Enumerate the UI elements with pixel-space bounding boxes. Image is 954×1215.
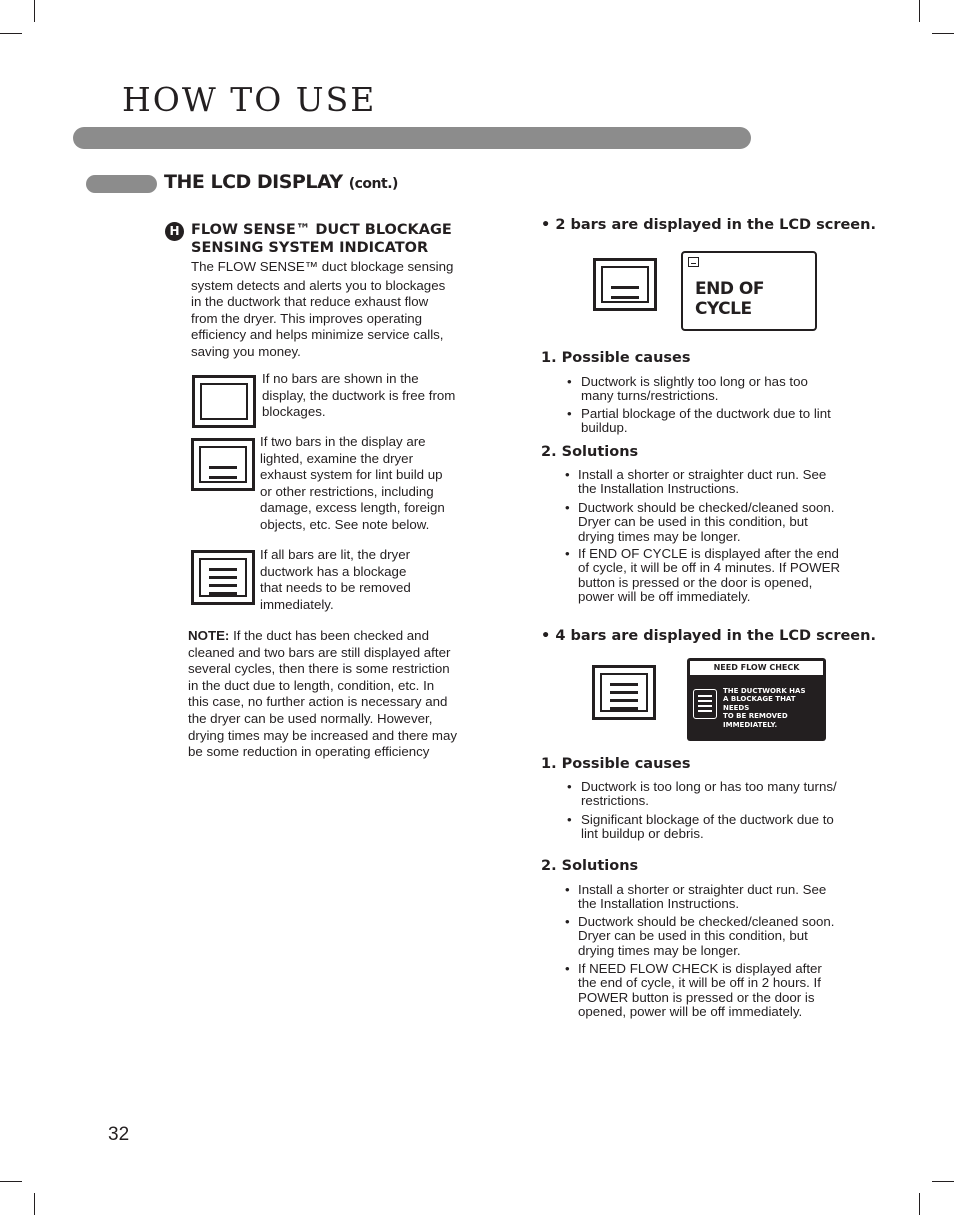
intro-line: from the dryer. This improves operating	[191, 310, 423, 326]
desc-line: or other restrictions, including	[260, 483, 434, 499]
list-item-text: Partial blockage of the ductwork due to lint buildup.	[581, 406, 831, 436]
bullet-dot: •	[565, 546, 570, 561]
lcd-icon-frame	[200, 383, 248, 420]
crop-mark	[0, 33, 22, 34]
lcd-bar	[610, 707, 638, 710]
lcd-bar	[209, 466, 237, 469]
intro-line: in the ductwork that reduce exhaust flow	[191, 294, 429, 310]
lcd-bar	[209, 592, 237, 595]
desc-line: lighted, examine the dryer	[260, 450, 413, 466]
bullet-dot: •	[565, 467, 570, 482]
crop-mark	[34, 0, 35, 22]
list-item	[565, 883, 870, 912]
lcd-bar	[611, 286, 639, 289]
list-item-text: Significant blockage of the ductwork due to lint buildup or debris.	[581, 812, 834, 842]
lcd-icon-frame	[199, 446, 247, 483]
desc-line: display, the ductwork is free from	[262, 387, 456, 403]
crop-mark	[0, 1181, 22, 1182]
lcd-bar	[209, 568, 237, 571]
lcd-bar	[610, 699, 638, 702]
list-item	[565, 468, 870, 497]
lcd-icon-four-bars	[191, 550, 255, 605]
indicator-heading-line: SENSING SYSTEM INDICATOR	[191, 240, 429, 256]
causes-title: 1. Possible causes	[541, 756, 691, 772]
crop-mark	[919, 0, 920, 22]
desc-line: If two bars in the display are	[260, 434, 426, 449]
note-line	[188, 628, 488, 645]
desc-line: exhaust system for lint build up	[260, 467, 443, 483]
desc-line: If all bars are lit, the dryer	[260, 547, 411, 562]
list-item	[565, 501, 870, 544]
causes-title: 1. Possible causes	[541, 350, 691, 366]
list-item-text: Ductwork should be checked/cleaned soon. Dryer can be used in this condition, but drying times may be longer.	[578, 914, 835, 958]
desc-line: blockages.	[262, 404, 326, 420]
desc-line: immediately.	[260, 596, 334, 612]
list-item-text: If END OF CYCLE is displayed after the end of cycle, it will be off in 4 minutes. If POWER button is pressed or the door is opened, power will be off immediately.	[578, 546, 841, 605]
need-flow-check-header: NEED FLOW CHECK	[690, 661, 823, 675]
section-pill	[86, 175, 157, 193]
list-item-text: Ductwork is too long or has too many turns/ restrictions.	[581, 779, 837, 809]
lcd-icon-four-bars-large	[592, 665, 656, 720]
bullet-dot: •	[565, 914, 570, 929]
display-msg-line: A BLOCKAGE THAT NEEDS	[723, 695, 796, 712]
crop-mark	[932, 1181, 954, 1182]
list-item-text: If NEED FLOW CHECK is displayed after the end of cycle, it will be off in 2 hours. If POWER button is pressed or the door is opened, power will be off immediately.	[578, 961, 822, 1020]
display-msg-line: THE DUCTWORK HAS	[723, 687, 806, 695]
lcd-icon-two-bars	[191, 438, 255, 491]
list-item	[567, 375, 867, 404]
bullet-dot: •	[565, 500, 570, 515]
lcd-bar	[209, 476, 237, 479]
note-line: drying times may be increased and there may	[188, 727, 458, 743]
four-bars-heading: • 4 bars are displayed in the LCD screen.	[541, 628, 876, 644]
end-of-cycle-text: END OF CYCLE	[695, 279, 764, 319]
display-msg-line: TO BE REMOVED	[723, 712, 788, 721]
list-item	[567, 407, 867, 436]
lcd-icon-frame	[199, 558, 247, 597]
need-flow-check-display	[687, 658, 826, 741]
blocked-duct-icon	[693, 689, 717, 719]
desc-line: If no bars are shown in the	[262, 371, 419, 386]
note-line: be some reduction in operating efficiency	[188, 744, 430, 760]
intro-line: The FLOW SENSE™ duct blockage sensing	[191, 259, 454, 274]
indicator-desc-no-bars	[262, 371, 487, 421]
indicator-desc-two-bars	[260, 434, 485, 534]
desc-line: ductwork has a blockage	[260, 563, 407, 579]
title-divider-bar	[73, 127, 751, 149]
section-title	[164, 171, 398, 193]
note-line: this case, no further action is necessary and	[188, 694, 448, 710]
note-paragraph	[188, 628, 488, 761]
lcd-icon-two-bars-large	[593, 258, 657, 311]
section-badge-h: H	[165, 222, 184, 241]
list-item	[567, 813, 872, 842]
intro-paragraph	[191, 259, 491, 361]
need-flow-check-message	[723, 687, 823, 729]
note-label: NOTE:	[188, 628, 230, 643]
crop-mark	[34, 1193, 35, 1215]
solutions-title: 2. Solutions	[541, 444, 639, 460]
list-item	[565, 962, 870, 1020]
lcd-bar	[610, 691, 638, 694]
intro-line: efficiency and helps minimize service calls,	[191, 327, 444, 343]
section-title-cont: (cont.)	[348, 176, 398, 192]
lcd-icon-no-bars	[192, 375, 256, 428]
desc-line: that needs to be removed	[260, 580, 411, 596]
crop-mark	[932, 33, 954, 34]
desc-line: objects, etc. See note below.	[260, 516, 430, 532]
lcd-bar	[611, 296, 639, 299]
list-item-text: Ductwork should be checked/cleaned soon. Dryer can be used in this condition, but drying times may be longer.	[578, 500, 835, 544]
end-of-cycle-display	[681, 251, 817, 331]
list-item	[567, 780, 872, 809]
page-number: 32	[108, 1124, 130, 1145]
intro-line: system detects and alerts you to blockages	[191, 277, 446, 293]
desc-line: damage, excess length, foreign	[260, 500, 445, 516]
note-line: several cycles, then there is some restriction	[188, 661, 450, 677]
page-title: HOW TO USE	[122, 80, 377, 119]
bullet-dot: •	[565, 961, 570, 976]
note-line: the dryer can be used normally. However,	[188, 710, 433, 726]
list-item	[565, 915, 870, 958]
lcd-bar	[610, 683, 638, 686]
indicator-heading	[191, 221, 461, 257]
crop-mark	[919, 1193, 920, 1215]
two-bars-heading: • 2 bars are displayed in the LCD screen.	[541, 217, 876, 233]
bullet-dot: •	[567, 812, 572, 827]
solutions-title: 2. Solutions	[541, 858, 639, 874]
bullet-dot: •	[565, 882, 570, 897]
list-item-text: Install a shorter or straighter duct run. See the Installation Instructions.	[578, 882, 827, 912]
lcd-bar	[209, 576, 237, 579]
display-mini-icon	[688, 257, 699, 267]
list-item	[565, 547, 875, 605]
note-text: If the duct has been checked and	[229, 628, 429, 643]
bullet-dot: •	[567, 374, 572, 389]
lcd-icon-frame	[600, 673, 648, 712]
lcd-bar	[209, 584, 237, 587]
note-line: cleaned and two bars are still displayed after	[188, 644, 451, 660]
note-line: in the duct due to length, condition, etc. In	[188, 677, 435, 693]
display-msg-line: IMMEDIATELY.	[723, 720, 778, 729]
lcd-icon-frame	[601, 266, 649, 303]
indicator-desc-four-bars	[260, 547, 485, 613]
list-item-text: Ductwork is slightly too long or has too many turns/restrictions.	[581, 374, 808, 404]
intro-line: saving you money.	[191, 343, 301, 359]
indicator-heading-line: FLOW SENSE™ DUCT BLOCKAGE	[191, 222, 452, 238]
bullet-dot: •	[567, 406, 572, 421]
list-item-text: Install a shorter or straighter duct run. See the Installation Instructions.	[578, 467, 827, 497]
section-title-text: THE LCD DISPLAY	[164, 171, 343, 193]
bullet-dot: •	[567, 779, 572, 794]
